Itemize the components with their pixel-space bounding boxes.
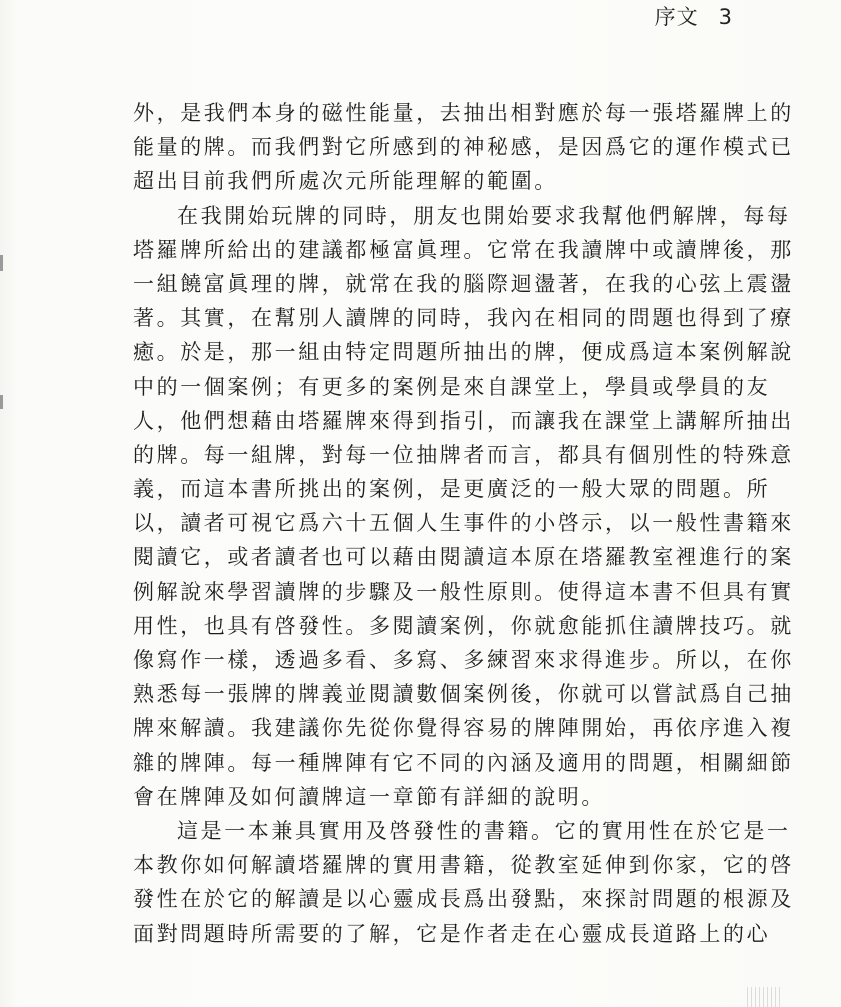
text-line: 熟悉每一張牌的牌義並閱讀數個案例後，你就可以嘗試爲自己抽	[133, 682, 794, 707]
text-line: 例解說來學習讀牌的步驟及一般性原則。使得這本書不但具有實	[133, 579, 794, 604]
text-line: 本教你如何解讀塔羅牌的實用書籍，從教室延伸到你家，它的啓	[133, 853, 794, 878]
text-line: 能量的牌。而我們對它所感到的神秘感，是因爲它的運作模式已	[133, 135, 794, 160]
running-header	[655, 1, 733, 31]
text-line: 閱讀它，或者讀者也可以藉由閱讀這本原在塔羅教室裡進行的案	[133, 545, 794, 570]
binding-edge-mark	[0, 395, 3, 409]
binding-edge-mark	[0, 255, 3, 271]
text-line: 外，是我們本身的磁性能量，去抽出相對應於每一張塔羅牌上的	[133, 101, 794, 125]
text-line: 義，而這本書所挑出的案例，是更廣泛的一般大眾的問題。所	[133, 477, 771, 502]
text-line: 會在牌陣及如何讀牌這一章節有詳細的說明。	[133, 784, 605, 809]
text-line: 牌來解讀。我建議你先從你覺得容易的牌陣開始，再依序進入複	[133, 716, 794, 741]
section-title: 序文	[654, 5, 699, 29]
page-edge-shadow	[747, 987, 781, 1007]
paragraph-start-line: 這是一本兼具實用及啓發性的書籍。它的實用性在於它是一	[177, 818, 791, 843]
text-line: 像寫作一樣，透過多看、多寫、多練習來求得進步。所以，在你	[133, 648, 794, 672]
text-line: 面對問題時所需要的了解，它是作者走在心靈成長道路上的心	[133, 921, 771, 946]
text-line: 一組饒富眞理的牌，就常在我的腦際迴盪著，在我的心弦上震盪	[133, 271, 794, 296]
body-text	[133, 96, 794, 951]
text-line: 雜的牌陣。每一種牌陣有它不同的內涵及適用的問題，相關細節	[133, 750, 794, 775]
text-line: 癒。於是，那一組由特定問題所抽出的牌，便成爲這本案例解說	[133, 340, 794, 365]
text-line: 人，他們想藉由塔羅牌來得到指引，而讓我在課堂上講解所抽出	[133, 408, 794, 433]
text-line: 的牌。每一組牌，對每一位抽牌者而言，都具有個別性的特殊意	[133, 442, 794, 467]
text-line: 塔羅牌所給出的建議都極富眞理。它常在我讀牌中或讀牌後，那	[133, 237, 794, 262]
page-number: 3	[718, 5, 733, 29]
text-line: 發性在於它的解讀是以心靈成長爲出發點，來探討問題的根源及	[133, 887, 794, 912]
text-line: 中的一個案例；有更多的案例是來自課堂上，學員或學員的友	[133, 374, 771, 399]
text-line: 超出目前我們所處次元所能理解的範圍。	[133, 169, 558, 194]
text-line: 以，讀者可視它爲六十五個人生事件的小啓示，以一般性書籍來	[133, 511, 794, 536]
text-line: 著。其實，在幫別人讀牌的同時，我內在相同的問題也得到了療	[133, 306, 794, 331]
text-line: 用性，也具有啓發性。多閱讀案例，你就愈能抓住讀牌技巧。就	[133, 613, 794, 638]
paragraph-start-line: 在我開始玩牌的同時，朋友也開始要求我幫他們解牌，每每	[177, 203, 791, 228]
